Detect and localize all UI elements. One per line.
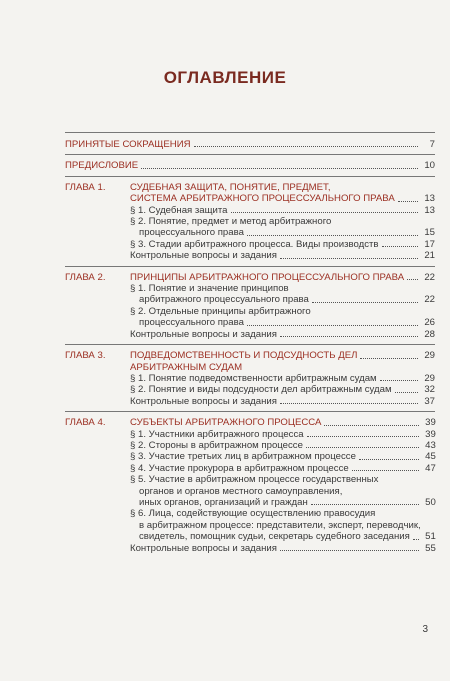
toc-entry-text: § 2. Понятие и виды подсудности дел арбитражным судам [130,384,392,396]
toc-entry[interactable] [130,451,436,462]
page-title: ОГЛАВЛЕНИЕ [163,68,287,87]
leader-dots [359,459,419,460]
chapter-1 [65,182,435,262]
leader-dots [311,504,419,505]
leader-dots [307,436,419,437]
chapter-title-line: ПОДВЕДОМСТВЕННОСТЬ И ПОДСУДНОСТЬ ДЕЛ [130,350,358,362]
chapter-label: ГЛАВА 3. [65,350,106,362]
chapter-page: 29 [424,350,435,362]
toc-entry[interactable] [130,463,436,474]
toc-entry-text: § 6. Лица, содействующие осуществлению правосудия [130,508,376,520]
toc-entry-text: § 1. Судебная защита [130,204,228,216]
toc-entry-text: § 1. Понятие и значение принципов [130,283,289,295]
toc-entry[interactable] [130,440,436,451]
toc-entry[interactable] [130,373,435,384]
leader-dots [352,470,419,471]
page-number: 3 [422,624,428,635]
leader-dots [395,392,418,393]
divider [65,132,435,133]
toc-entry-text: § 4. Участие прокурора в арбитражном процессе [130,462,349,474]
chapter-title[interactable] [130,417,436,428]
chapter-label: ГЛАВА 2. [65,271,106,283]
toc-entry-page: 22 [424,294,435,306]
leader-dots [312,302,418,303]
chapter-page: 13 [424,193,435,205]
divider [65,154,435,155]
chapter-4 [65,417,435,554]
chapter-title-line: АРБИТРАЖНЫМ СУДАМ [130,361,243,373]
toc-entry[interactable] [130,384,435,395]
toc-entry-text: арбитражного процессуального права [139,294,309,306]
toc-entry[interactable] [130,205,435,216]
leader-dots [380,380,418,381]
toc-entry-text: процессуального права [139,227,244,239]
toc-entry-page: 37 [424,395,435,407]
toc-entry-text: Контрольные вопросы и задания [130,250,277,262]
toc-entry-text: § 3. Участие третьих лиц в арбитражном процессе [130,451,356,463]
toc-entry[interactable] [130,543,436,554]
divider [65,344,435,345]
leader-dots [398,201,418,202]
toc-entry-text: ПРЕДИСЛОВИЕ [65,160,139,172]
divider [65,411,435,412]
toc-entry-text: иных органов, организаций и граждан [139,496,308,508]
toc-entry-page: 10 [424,160,435,172]
chapter-title[interactable] [130,272,435,283]
leader-dots [413,539,419,540]
toc-entry-page: 13 [424,204,435,216]
chapter-label: ГЛАВА 1. [65,181,106,193]
leader-dots [280,403,418,404]
toc-entry-page: 15 [424,227,435,239]
toc-entry[interactable] [130,227,435,238]
toc-entry[interactable] [130,317,435,328]
toc-entry-page: 17 [424,238,435,250]
divider [65,266,435,267]
toc-entry-page: 21 [424,250,435,262]
chapter-title-line: СУДЕБНАЯ ЗАЩИТА, ПОНЯТИЕ, ПРЕДМЕТ, [130,181,331,193]
toc-entry-page: 28 [424,328,435,340]
chapter-title[interactable] [130,193,435,204]
chapter-title-line: СУБЪЕКТЫ АРБИТРАЖНОГО ПРОЦЕССА [130,417,322,429]
chapter-page: 22 [424,271,435,283]
leader-dots [306,447,419,448]
toc-entry-text: § 2. Отдельные принципы арбитражного [130,305,311,317]
toc-entry-text: Контрольные вопросы и задания [130,328,277,340]
chapter-title-line: ПРИНЦИПЫ АРБИТРАЖНОГО ПРОЦЕССУАЛЬНОГО ПРАВА [130,271,405,283]
leader-dots [194,146,418,147]
toc-entry-preface[interactable] [65,160,435,171]
toc-entry-text: свидетель, помощник судьи, секретарь судебного заседания [139,531,410,543]
toc-entry-page: 51 [425,531,436,543]
toc-entry-page: 26 [424,317,435,329]
toc-entry-page: 29 [424,372,435,384]
toc-entry[interactable] [130,429,436,440]
leader-dots [247,325,418,326]
leader-dots [280,550,419,551]
toc-entry-text: ПРИНЯТЫЕ СОКРАЩЕНИЯ [65,139,191,150]
toc-entry[interactable] [130,531,436,542]
chapter-title[interactable] [130,350,435,361]
toc-entry[interactable] [130,497,436,508]
toc-entry-text: § 2. Стороны в арбитражном процессе [130,439,303,451]
chapter-2 [65,272,435,340]
toc-entry-page: 47 [425,462,436,474]
toc-entry-abbreviations[interactable] [65,139,435,150]
toc-entry-page: 50 [425,496,436,508]
toc-entry-page: 7 [429,139,435,150]
toc-entry[interactable] [130,294,435,305]
toc-entry-text: процессуального права [139,317,244,329]
toc-entry[interactable] [130,329,435,340]
toc-entry-text: органов и органов местного самоуправления, [139,485,343,497]
chapter-page: 39 [425,417,436,429]
leader-dots [141,168,418,169]
toc-entry-text: § 1. Участники арбитражного процесса [130,428,304,440]
toc-entry[interactable] [130,250,435,261]
toc-entry-text: § 1. Понятие подведомственности арбитражным судам [130,372,377,384]
leader-dots [382,246,418,247]
leader-dots [360,358,418,359]
toc-entry-page: 43 [425,439,436,451]
toc-entry-page: 32 [424,384,435,396]
chapter-3 [65,350,435,407]
toc-entry-text: § 5. Участие в арбитражном процессе государственных [130,474,379,486]
leader-dots [231,212,419,213]
toc-entry-page: 55 [425,542,436,554]
toc-entry-text: Контрольные вопросы и задания [130,542,277,554]
toc-entry[interactable] [130,396,435,407]
chapter-label: ГЛАВА 4. [65,417,106,429]
toc-entry-text: в арбитражном процессе: представители, эксперт, переводчик, [139,519,421,531]
leader-dots [407,279,418,280]
toc-entry-page: 39 [425,428,436,440]
leader-dots [247,235,418,236]
chapter-title-line: СИСТЕМА АРБИТРАЖНОГО ПРОЦЕССУАЛЬНОГО ПРАВА [130,193,395,205]
leader-dots [280,336,418,337]
toc-entry-text: § 2. Понятие, предмет и метод арбитражного [130,216,332,228]
toc-entry-text: § 3. Стадии арбитражного процесса. Виды производств [130,238,379,250]
toc-entry-page: 45 [425,451,436,463]
divider [65,176,435,177]
toc-entry[interactable] [130,239,435,250]
toc-entry-text: Контрольные вопросы и задания [130,395,277,407]
leader-dots [324,425,418,426]
table-of-contents [65,132,435,554]
leader-dots [280,258,418,259]
